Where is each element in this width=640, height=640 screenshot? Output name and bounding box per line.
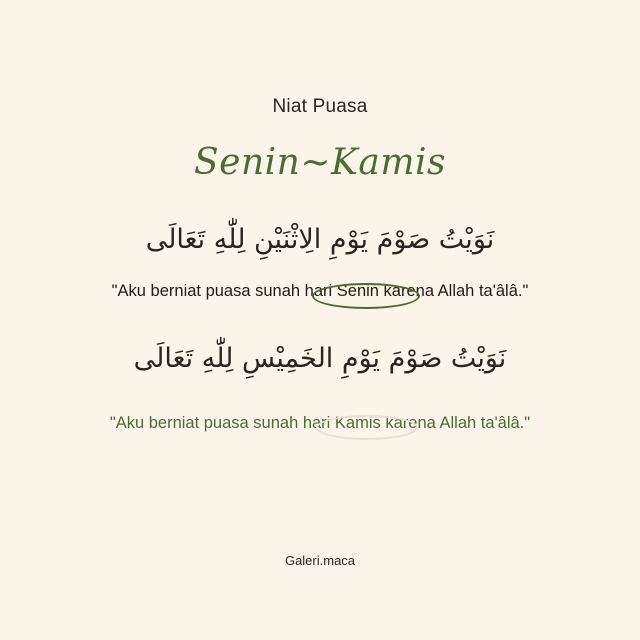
- arabic-niat-kamis: نَوَيْتُ صَوْمَ يَوْمِ الخَمِيْسِ لِلّٰهِ تَعَالَى: [133, 343, 507, 374]
- footer-credit: Galeri.maca: [284, 553, 356, 568]
- translation-senin: "Aku berniat puasa sunah hari Senin karena Allah ta'âlâ.": [111, 282, 529, 300]
- page-title: Niat Puasa: [272, 96, 368, 117]
- arabic-niat-senin: نَوَيْتُ صَوْمَ يَوْمِ الِاثْنَيْنِ لِلّٰهِ تَعَالَى: [145, 224, 495, 255]
- script-subtitle: Senin~Kamis: [194, 142, 446, 183]
- translation-kamis: "Aku berniat puasa sunah hari Kamis karena Allah ta'âlâ.": [109, 414, 531, 432]
